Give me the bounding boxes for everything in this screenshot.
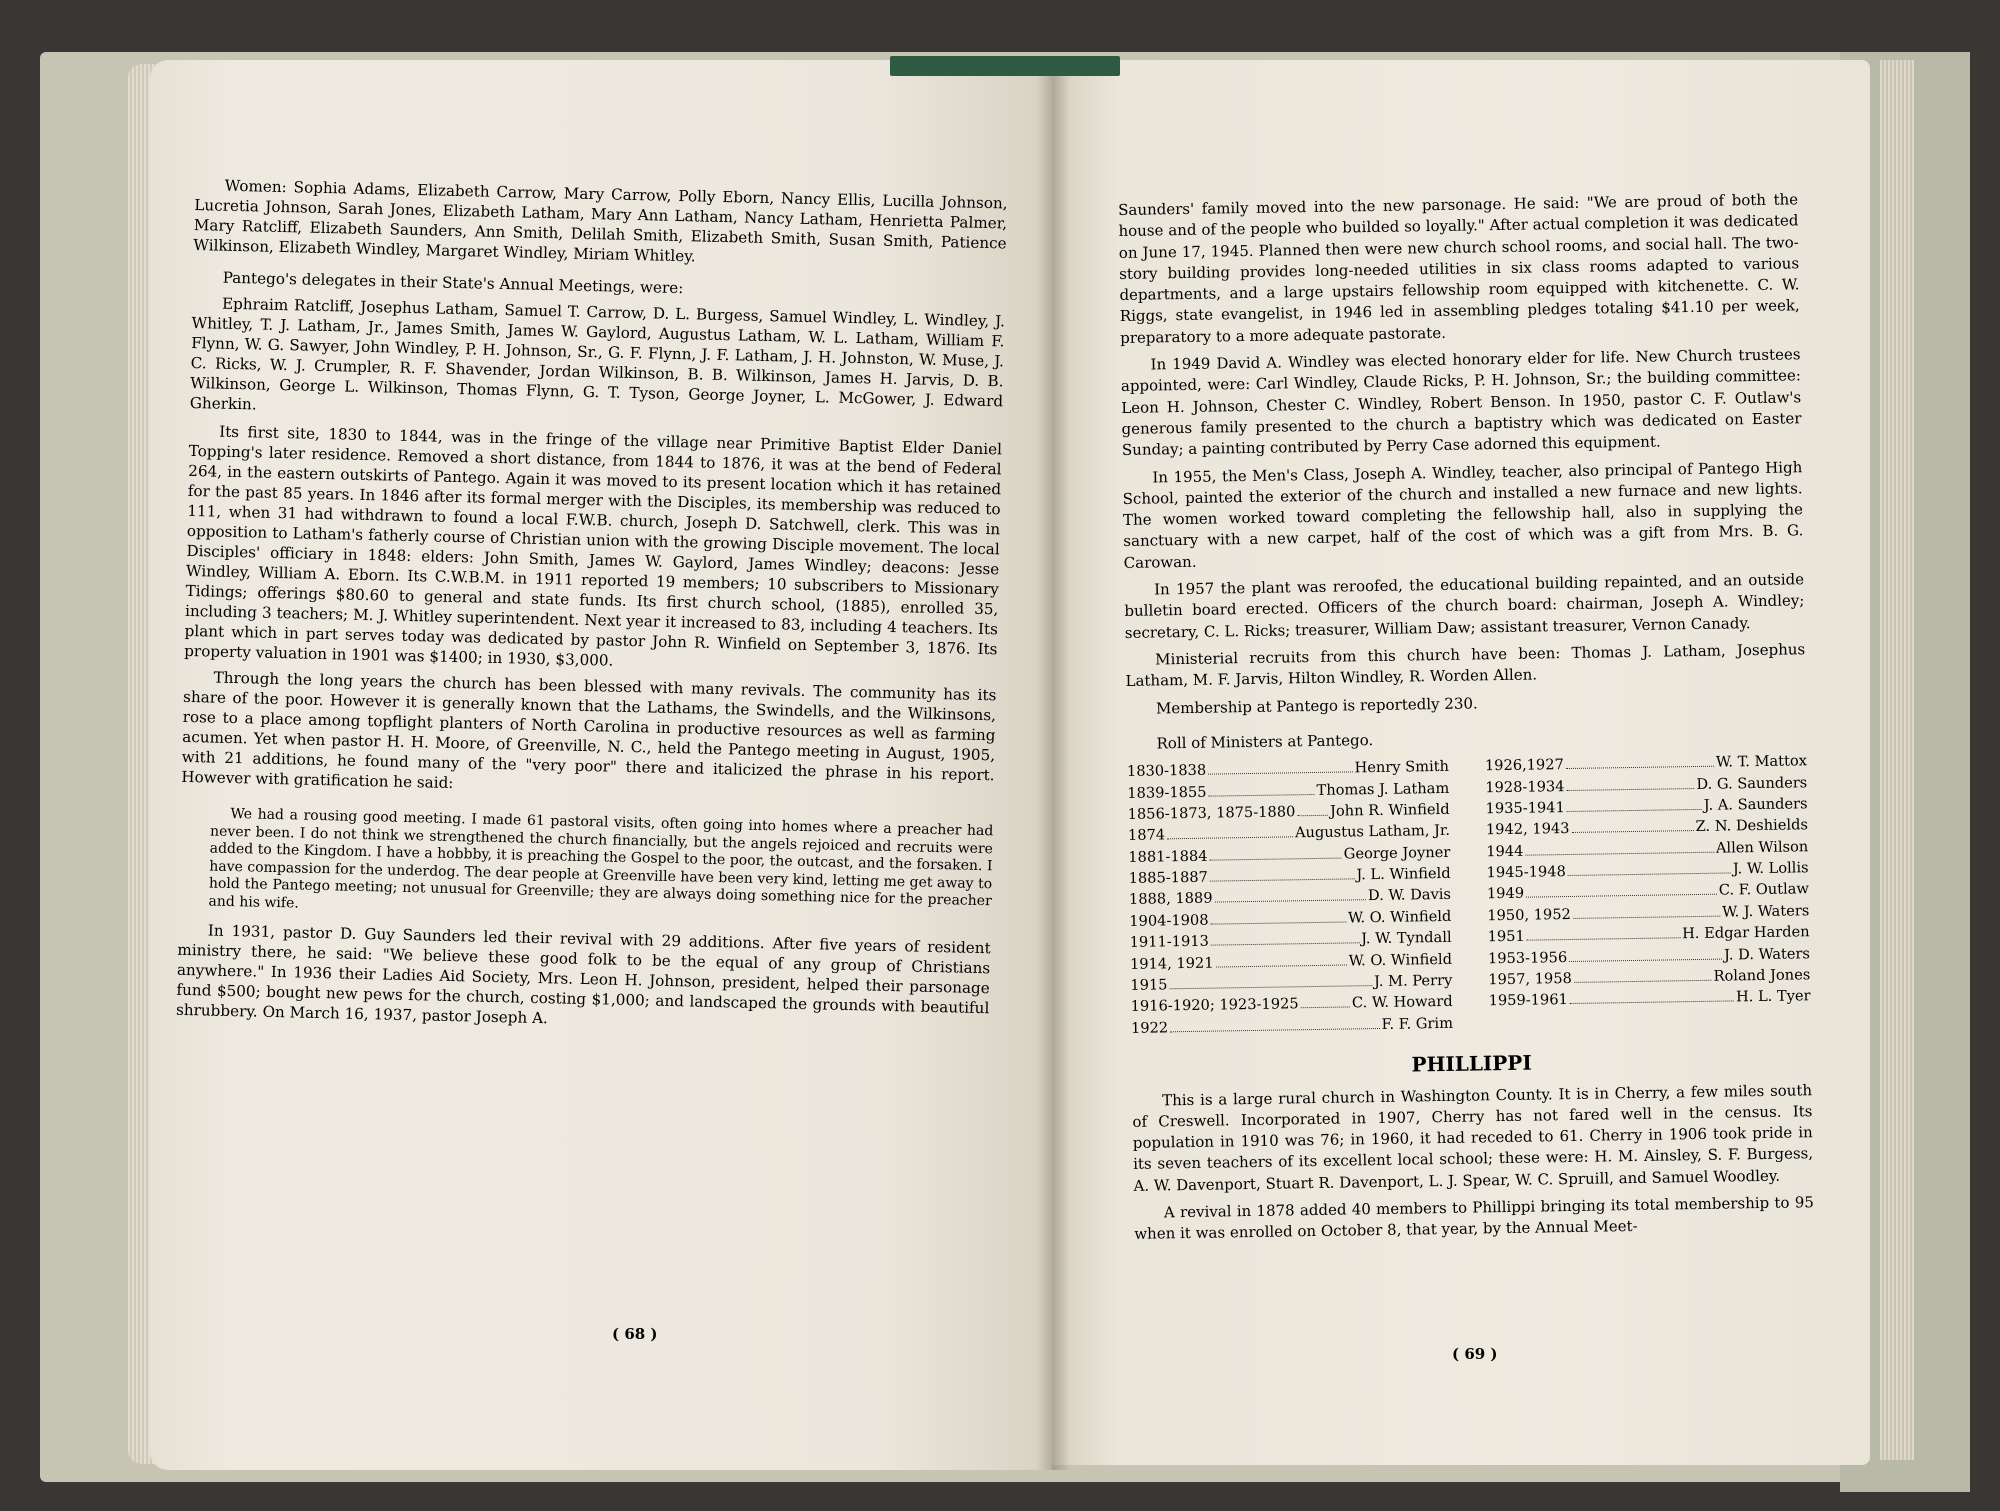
dot-leader [1573, 915, 1720, 918]
dot-leader [1210, 878, 1355, 881]
roll-years: 1830-1838 [1126, 761, 1207, 781]
roll-years: 1922 [1130, 1019, 1169, 1037]
right-page-text [1118, 189, 1814, 1251]
ministers-roll-left-column [1127, 756, 1453, 1039]
roll-years: 1957, 1958 [1488, 969, 1572, 989]
page-number-right: ( 69 ) [1452, 1345, 1498, 1363]
roll-years: 1839-1855 [1127, 783, 1207, 802]
paragraph: Ministerial recruits from this church have been: Thomas J. Latham, Josephus Latham, M. F. Jarvis, Hilton Windley, R. Worden Allen. [1125, 640, 1806, 691]
roll-minister-name: W. J. Waters [1721, 902, 1810, 921]
dot-leader [1572, 830, 1694, 833]
roll-years: 1888, 1889 [1128, 890, 1213, 909]
book-gutter [1036, 60, 1070, 1470]
roll-minister-name: J. D. Waters [1723, 944, 1811, 964]
roll-minister-name: J. L. Winfield [1356, 864, 1451, 884]
roll-minister-name: W. O. Winfield [1347, 907, 1452, 927]
dot-leader [1297, 815, 1328, 816]
roll-minister-name: W. T. Mattox [1715, 752, 1808, 771]
dot-leader [1209, 794, 1315, 797]
dot-leader [1215, 900, 1366, 903]
ministers-roll-right-column [1485, 750, 1811, 1033]
left-page-text [176, 175, 1008, 1044]
quote-text: We had a rousing good meeting. I made 61 pastoral visits, often going into homes where a preacher had never been. I do not think we strengthened the church financially, but the angels rejoiced and recruits were added to the Kingdom. I have a hobbby, it is preaching the Gospel to the poor, the outcast, and the forsaken. I have compassion for the underdog. The dear people at Greenville have been very kind, letting me get away to hold the Pantego meeting; not unusual for Greenville; they are always doing something nice for the preacher and his wife. [208, 805, 994, 912]
roll-entry [1488, 986, 1810, 1012]
roll-minister-name: D. G. Saunders [1696, 773, 1808, 793]
block-quote [208, 806, 993, 929]
page-number-left: ( 68 ) [612, 1325, 658, 1343]
roll-years: 1885-1887 [1128, 868, 1209, 887]
dot-leader [1566, 766, 1714, 769]
roll-minister-name: J. W. Lollis [1732, 859, 1809, 878]
paragraph: This is a large rural church in Washington County. It is in Cherry, a few miles south of Creswell. Incorporated in 1907, Cherry has not fared well in the census. Its population in 1910 was 76; in 1960, it had receded to 61. Cherry in 1906 took pride in its seven teachers of its excellent local school; these were: H. M. Ainsley, S. F. Burgess, A. W. Davenport, Stuart R. Davenport, L. J. Spear, W. C. Spruill, and Samuel Woodley. [1132, 1080, 1814, 1195]
roll-years: 1945-1948 [1486, 863, 1566, 882]
roll-minister-name: C. F. Outlaw [1718, 880, 1810, 900]
paragraph: Roll of Ministers at Pantego. [1156, 730, 1374, 753]
dot-leader [1167, 837, 1293, 840]
paragraph: Membership at Pantego is reportedly 230. [1155, 693, 1478, 717]
dot-leader [1567, 788, 1695, 791]
section-heading: PHILLIPPI [1411, 1050, 1532, 1077]
dot-leader [1170, 985, 1373, 989]
roll-minister-name: J. A. Saunders [1703, 795, 1808, 814]
dot-leader [1569, 958, 1722, 961]
dot-leader [1216, 964, 1347, 967]
roll-minister-name: Thomas J. Latham [1316, 779, 1450, 799]
dot-leader [1526, 894, 1717, 898]
roll-minister-name: Roland Jones [1713, 966, 1811, 985]
paragraph: A revival in 1878 added 40 members to Phillippi bringing its total membership to 95 when it was enrolled on October 8, that year, by the Annual Meet- [1134, 1193, 1814, 1244]
roll-years: 1881-1884 [1128, 847, 1208, 866]
roll-minister-name: Allen Wilson [1715, 837, 1809, 857]
ministers-roll [1127, 750, 1811, 1039]
roll-minister-name: J. M. Perry [1373, 971, 1453, 991]
paragraph: In 1949 David A. Windley was elected honorary elder for life. New Church trustees appointed, were: Carl Windley, Claude Ricks, P. H. Johnson, Sr.; the building committee: Leon H. Johnson, Chester C. Windley, Robert Benson. In 1950, pastor C. F. Outlaw's generous family presented to the church a baptistry which was dedicated on Easter Sunday; a painting contributed by Perry Case adorned this equipment. [1120, 345, 1802, 460]
paragraph: Pantego's delegates in their State's Annual Meetings, were: [222, 268, 684, 298]
roll-minister-name: C. W. Howard [1351, 993, 1453, 1012]
dot-leader [1211, 921, 1346, 924]
dot-leader [1210, 857, 1342, 860]
roll-years: 1959-1961 [1488, 991, 1568, 1010]
paragraph: In 1955, the Men's Class, Joseph A. Windley, teacher, also principal of Pantego High School, painted the exterior of the church and installed a new furnace and new lights. The women worked toward completing the fellowship hall, also in supplying the sanctuary with a new carpet, half of the cost of which was a gift from Mrs. B. G. Carowan. [1122, 457, 1804, 572]
dot-leader [1525, 851, 1714, 855]
roll-years: 1944 [1486, 842, 1524, 860]
paragraph: Its first site, 1830 to 1844, was in the fringe of the village near Primitive Baptist Elder Daniel Topping's later residence. Removed a short distance, from 1844 to 1876, it was at the bend of Federal 264, in the eastern outskirts of Pantego. Again it was moved to its present location which it has retained for the past 85 years. In 1846 after its formal merger with the Disciples, its membership was reduced to 111, when 31 had withdrawn to found a local F.W.B. church, Joseph D. Satchwell, clerk. This was in opposition to Latham's fatherly course of Christian union with the growing Disciple movement. The local Disciples' officiary in 1848: elders: John Smith, James W. Gaylord, James Windley; deacons: Jesse Windley, William A. Eborn. Its C.W.B.M. in 1911 reported 19 members; 10 subscribers to Missionary Tidings; offerings $80.60 to general and state funds. Its first church school, (1885), enrolled 35, including 3 teachers; M. J. Whitley superintendent. Next year it increased to 83, including 4 teachers. Its plant which in part serves today was dedicated by pastor John R. Winfield on September 3, 1876. Its property valuation in 1901 was $1400; in 1930, $3,000. [183, 422, 1003, 670]
dot-leader [1527, 938, 1680, 941]
paragraph: Ephraim Ratcliff, Josephus Latham, Samuel T. Carrow, D. L. Burgess, Samuel Windley, L. Windley, J. Whitley, T. J. Latham, Jr., James Smith, James W. Gaylord, Augustus Latham, W. L. Latham, William F. Flynn, W. G. Sawyer, John Windley, P. H. Johnson, Sr., G. F. Flynn, J. F. Latham, J. H. Johnston, W. Muse, J. C. Ricks, W. J. Crumpler, R. F. Shavender, Jordan Wilkinson, B. B. Wilkinson, James H. Jarvis, D. B. Wilkinson, George L. Wilkinson, Thomas Flynn, G. T. Tyson, George Joyner, L. McGower, J. Edward Gherkin. [189, 294, 1006, 414]
roll-minister-name: H. L. Tyer [1735, 987, 1811, 1006]
roll-years: 1951 [1487, 927, 1525, 946]
roll-years: 1914, 1921 [1129, 954, 1214, 973]
roll-years: 1856-1873, 1875-1880 [1127, 803, 1296, 823]
roll-minister-name: J. W. Tyndall [1361, 929, 1452, 948]
dot-leader [1570, 1001, 1734, 1005]
roll-years: 1928-1934 [1485, 777, 1565, 796]
roll-years: 1916-1920; 1923-1925 [1130, 995, 1299, 1016]
roll-minister-name: Henry Smith [1354, 757, 1450, 777]
roll-years: 1935-1941 [1485, 798, 1565, 818]
dot-leader [1568, 873, 1731, 877]
paragraph: In 1931, pastor D. Guy Saunders led their revival with 29 additions. After five years of resident ministry there, he said: "We believe these good folk to be the equal of any group of Christians anywhere." In 1936 their Ladies Aid Society, Mrs. Leon H. Johnson, president, helped their parsonage fund $500; bought new pews for the church, costing $1,000; and landscaped the grounds with beautiful shrubbery. On March 16, 1937, pastor Joseph A. [175, 921, 991, 1028]
roll-minister-name: Z. N. Deshields [1695, 816, 1809, 836]
spine-tape [890, 56, 1120, 76]
roll-years: 1949 [1486, 885, 1525, 903]
roll-years: 1874 [1127, 826, 1166, 845]
dot-leader [1170, 1028, 1379, 1032]
paragraph: Saunders' family moved into the new parsonage. He said: "We are proud of both the house and of the people who builded so loyally." After actual completion it was dedicated on June 17, 1945. Planned then were new church school rooms, and social hall. The two-story building provides long-needed utilities in six class rooms adapted to various departments, and a large upstairs fellowship room equipped with kitchenette. C. W. Riggs, state evangelist, in 1946 led in assembling pledges totaling $41.10 per week, preparatory to a more adequate pastorate. [1118, 190, 1800, 347]
dot-leader [1574, 980, 1712, 983]
paragraph: Through the long years the church has been blessed with many revivals. The community has its share of the poor. However it is generally known that the Lathams, the Swindells, and the Wilkinsons, rose to a place among topflight planters of North Carolina in productive resources as well as farming acumen. Yet when pastor H. H. Moore, of Greenville, N. C., held the Pantego meeting in August, 1905, with 21 additions, he found many of the "very poor" there and italicized the phrase in his report. However with gratification he said: [181, 668, 997, 793]
paragraph: Women: Sophia Adams, Elizabeth Carrow, Mary Carrow, Polly Eborn, Nancy Ellis, Lucilla Johnson, Lucretia Johnson, Sarah Jones, Elizabeth Latham, Mary Ann Latham, Nancy Latham, Henrietta Palmer, Mary Ratcliff, Elizabeth Saunders, Ann Smith, Delilah Smith, Elizabeth Smith, Susan Smith, Patience Wilkinson, Elizabeth Windley, Margaret Windley, Miriam Whitley. [193, 176, 1008, 266]
dot-leader [1567, 809, 1702, 812]
roll-minister-name: Augustus Latham, Jr. [1294, 822, 1451, 842]
roll-years: 1904-1908 [1129, 911, 1209, 930]
paragraph: In 1957 the plant was reroofed, the educational building repainted, and an outside bulletin board erected. Officers of the church board: chairman, Joseph A. Windley; secretary, C. L. Ricks; treasurer, William Daw; assistant treasurer, Vernon Canady. [1124, 570, 1805, 642]
dot-leader [1208, 772, 1352, 775]
roll-minister-name: F. F. Grim [1381, 1014, 1454, 1033]
roll-years: 1942, 1943 [1485, 820, 1570, 839]
roll-minister-name: John R. Winfield [1329, 800, 1450, 820]
roll-minister-name: H. Edgar Harden [1682, 923, 1810, 943]
roll-years: 1950, 1952 [1487, 905, 1571, 925]
roll-years: 1911-1913 [1129, 932, 1210, 952]
roll-years: 1953-1956 [1487, 948, 1568, 967]
dot-leader [1301, 1007, 1350, 1009]
roll-minister-name: D. W. Davis [1367, 886, 1452, 905]
dot-leader [1211, 943, 1359, 946]
page-edges-right [1880, 60, 1914, 1460]
roll-years: 1926,1927 [1484, 756, 1564, 775]
roll-years: 1915 [1130, 976, 1168, 994]
roll-minister-name: George Joyner [1343, 843, 1451, 863]
roll-minister-name: W. O. Winfield [1348, 950, 1453, 970]
